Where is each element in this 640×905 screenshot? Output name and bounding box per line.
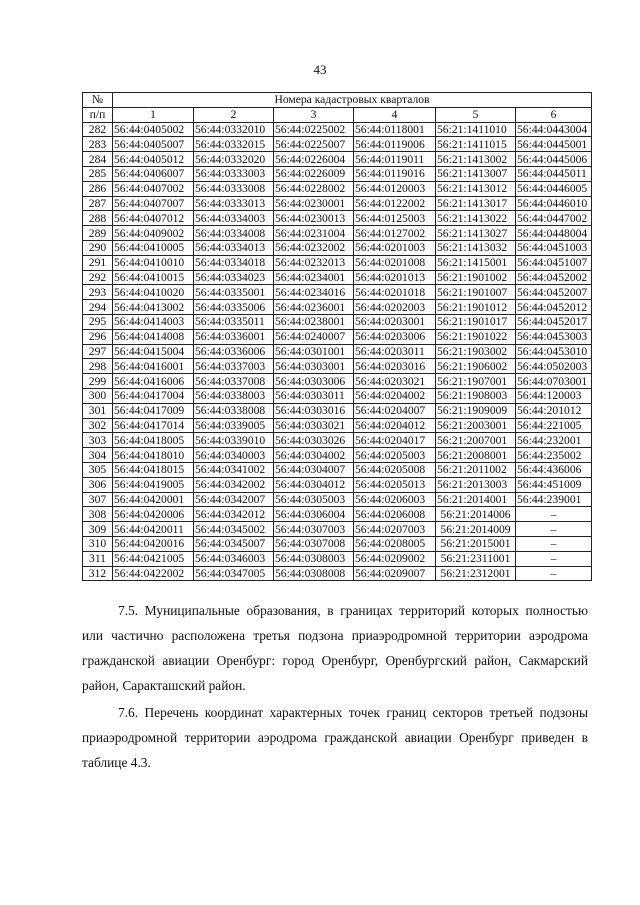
cadastral-code-cell: 56:44:0414003 [113, 314, 194, 329]
cadastral-code-cell: 56:44:0206003 [354, 492, 436, 507]
cadastral-code-cell: 56:44:0453003 [516, 329, 592, 344]
cadastral-code-cell: 56:21:1413012 [436, 181, 516, 196]
cadastral-code-cell: 56:44:0236001 [274, 300, 354, 315]
cadastral-code-cell: 56:44:0410015 [113, 270, 194, 285]
cadastral-code-cell: 56:44:0307003 [274, 522, 354, 537]
cadastral-code-cell: 56:44:0415004 [113, 344, 194, 359]
cadastral-code-cell: – [516, 536, 592, 551]
cadastral-code-cell: 56:21:1901017 [436, 314, 516, 329]
cadastral-code-cell: 56:44:0418015 [113, 462, 194, 477]
cadastral-code-cell: 56:44:0418010 [113, 448, 194, 463]
cadastral-code-cell: 56:44:0120003 [354, 181, 436, 196]
cadastral-code-cell: 56:44:0422002 [113, 566, 194, 581]
cadastral-code-cell: 56:44:0335011 [194, 314, 274, 329]
cadastral-code-cell: 56:21:1411010 [436, 122, 516, 137]
row-number: 292 [83, 270, 113, 285]
cadastral-code-cell: 56:44:0452002 [516, 270, 592, 285]
cadastral-code-cell: 56:21:2014006 [436, 507, 516, 522]
cadastral-code-cell: – [516, 522, 592, 537]
table-row [83, 211, 592, 226]
cadastral-code-cell: 56:44:0205008 [354, 462, 436, 477]
paragraph-7-5 [82, 598, 588, 698]
row-number: 298 [83, 359, 113, 374]
cadastral-code-cell: 56:44:0339010 [194, 433, 274, 448]
cadastral-code-cell: 56:44:0304002 [274, 448, 354, 463]
table-row [83, 314, 592, 329]
cadastral-code-cell: 56:44:0452017 [516, 314, 592, 329]
cadastral-code-cell: 56:44:0225007 [274, 137, 354, 152]
row-number: 299 [83, 374, 113, 389]
row-number: 305 [83, 462, 113, 477]
cadastral-code-cell: 56:44:0332015 [194, 137, 274, 152]
cadastral-code-cell: 56:21:1413002 [436, 152, 516, 167]
cadastral-code-cell: 56:21:1413017 [436, 196, 516, 211]
cadastral-code-cell: 56:21:2013003 [436, 477, 516, 492]
table-row [83, 374, 592, 389]
cadastral-code-cell: 56:44:235002 [516, 448, 592, 463]
paragraph-7-6 [82, 700, 588, 775]
cadastral-code-cell: 56:44:0416006 [113, 374, 194, 389]
cadastral-code-cell: 56:44:0334018 [194, 255, 274, 270]
cadastral-code-cell: 56:21:2312001 [436, 566, 516, 581]
cadastral-code-cell: 56:44:0334013 [194, 240, 274, 255]
cadastral-code-cell: 56:44:0413002 [113, 300, 194, 315]
table-row [83, 359, 592, 374]
cadastral-code-cell: 56:44:0406007 [113, 166, 194, 181]
cadastral-code-cell: 56:44:0339005 [194, 418, 274, 433]
cadastral-code-cell: 56:44:0409002 [113, 226, 194, 241]
cadastral-code-cell: 56:44:0341002 [194, 462, 274, 477]
row-number-header: № [83, 93, 113, 108]
cadastral-code-cell: 56:44:0405002 [113, 122, 194, 137]
cadastral-code-cell: 56:21:1413022 [436, 211, 516, 226]
row-number: 288 [83, 211, 113, 226]
table-row [83, 448, 592, 463]
cadastral-code-cell: 56:44:0204007 [354, 403, 436, 418]
cadastral-code-cell: 56:44:0303016 [274, 403, 354, 418]
table-row [83, 166, 592, 181]
cadastral-code-cell: 56:44:0202003 [354, 300, 436, 315]
cadastral-code-cell: 56:44:0334008 [194, 226, 274, 241]
cadastral-code-cell: 56:44:0119011 [354, 152, 436, 167]
table-row [83, 196, 592, 211]
table-row [83, 181, 592, 196]
cadastral-code-cell: 56:44:0420016 [113, 536, 194, 551]
cadastral-code-cell: 56:44:0448004 [516, 226, 592, 241]
row-number-subheader: п/п [83, 107, 113, 122]
cadastral-code-cell: 56:44:0336001 [194, 329, 274, 344]
cadastral-code-cell: 56:44:0502003 [516, 359, 592, 374]
cadastral-code-cell: 56:44:0410010 [113, 255, 194, 270]
row-number: 283 [83, 137, 113, 152]
cadastral-code-cell: 56:44:0209002 [354, 551, 436, 566]
row-number: 285 [83, 166, 113, 181]
cadastral-code-cell: 56:44:0416001 [113, 359, 194, 374]
cadastral-code-cell: 56:44:0206008 [354, 507, 436, 522]
cadastral-code-cell: 56:44:0225002 [274, 122, 354, 137]
cadastral-code-cell: 56:44:0308003 [274, 551, 354, 566]
table-row [83, 403, 592, 418]
cadastral-code-cell: 56:44:0303026 [274, 433, 354, 448]
cadastral-code-cell: 56:44:0420006 [113, 507, 194, 522]
cadastral-code-cell: 56:44:0234001 [274, 270, 354, 285]
cadastral-code-cell: 56:44:0306004 [274, 507, 354, 522]
cadastral-code-cell: 56:21:1907001 [436, 374, 516, 389]
table-row [83, 566, 592, 581]
cadastral-code-cell: 56:44:0230001 [274, 196, 354, 211]
cadastral-code-cell: 56:21:2311001 [436, 551, 516, 566]
cadastral-code-cell: 56:44:0301001 [274, 344, 354, 359]
cadastral-code-cell: 56:21:2015001 [436, 536, 516, 551]
row-number: 287 [83, 196, 113, 211]
table-row [83, 462, 592, 477]
table-row [83, 536, 592, 551]
cadastral-code-cell: 56:44:0417009 [113, 403, 194, 418]
cadastral-code-cell: 56:44:0240007 [274, 329, 354, 344]
cadastral-code-cell: 56:21:1901002 [436, 270, 516, 285]
row-number: 282 [83, 122, 113, 137]
table-row [83, 226, 592, 241]
cadastral-code-cell: 56:44:0405012 [113, 152, 194, 167]
cadastral-code-cell: 56:44:0203016 [354, 359, 436, 374]
cadastral-code-cell: 56:44:0451007 [516, 255, 592, 270]
cadastral-code-cell: 56:44:0205013 [354, 477, 436, 492]
cadastral-code-cell: 56:44:0203006 [354, 329, 436, 344]
cadastral-code-cell: 56:44:0119016 [354, 166, 436, 181]
table-row [83, 300, 592, 315]
cadastral-code-cell: 56:44:0334003 [194, 211, 274, 226]
cadastral-code-cell: 56:21:1906002 [436, 359, 516, 374]
paragraph-7-6-text: 7.6. Перечень координат характерных точек границ секторов третьей подзоны приаэродромной территории аэродрома гражданской авиации Оренбург приведен в таблице 4.3. [82, 705, 588, 770]
cadastral-code-cell: 56:44:0127002 [354, 226, 436, 241]
cadastral-code-cell: 56:44:0453010 [516, 344, 592, 359]
table-row [83, 433, 592, 448]
cadastral-code-cell: 56:44:0118001 [354, 122, 436, 137]
cadastral-code-cell: 56:44:0125003 [354, 211, 436, 226]
cadastral-code-cell: 56:21:1415001 [436, 255, 516, 270]
cadastral-code-cell: 56:44:0201003 [354, 240, 436, 255]
cadastral-code-cell: 56:44:0340003 [194, 448, 274, 463]
cadastral-quarters-table [82, 92, 592, 581]
row-number: 310 [83, 536, 113, 551]
cadastral-code-cell: 56:44:0203021 [354, 374, 436, 389]
table-row [83, 122, 592, 137]
cadastral-code-cell: 56:44:451009 [516, 477, 592, 492]
cadastral-code-cell: 56:44:0445011 [516, 166, 592, 181]
column-header-4: 4 [354, 107, 436, 122]
cadastral-code-cell: 56:44:0303006 [274, 374, 354, 389]
table-row [83, 329, 592, 344]
cadastral-code-cell: 56:44:0342007 [194, 492, 274, 507]
column-header-2: 2 [194, 107, 274, 122]
cadastral-code-cell: 56:21:1413027 [436, 226, 516, 241]
cadastral-code-cell: 56:44:0201008 [354, 255, 436, 270]
row-number: 293 [83, 285, 113, 300]
cadastral-code-cell: 56:21:2007001 [436, 433, 516, 448]
cadastral-code-cell: 56:21:1413032 [436, 240, 516, 255]
cadastral-code-cell: 56:21:2003001 [436, 418, 516, 433]
row-number: 306 [83, 477, 113, 492]
group-header: Номера кадастровых кварталов [113, 93, 592, 108]
cadastral-code-cell: 56:44:120003 [516, 388, 592, 403]
cadastral-code-cell: 56:44:0417004 [113, 388, 194, 403]
cadastral-code-cell: 56:44:0208005 [354, 536, 436, 551]
page-number: 43 [313, 62, 327, 77]
cadastral-code-cell: 56:44:0703001 [516, 374, 592, 389]
cadastral-code-cell: 56:44:0303021 [274, 418, 354, 433]
cadastral-code-cell: 56:44:0410020 [113, 285, 194, 300]
cadastral-code-cell: 56:21:1908003 [436, 388, 516, 403]
table-row [83, 152, 592, 167]
cadastral-code-cell: 56:44:0226009 [274, 166, 354, 181]
cadastral-code-cell: 56:44:0452012 [516, 300, 592, 315]
cadastral-code-cell: 56:44:0443004 [516, 122, 592, 137]
table-row [83, 137, 592, 152]
cadastral-code-cell: 56:44:0228002 [274, 181, 354, 196]
cadastral-code-cell: 56:44:0338003 [194, 388, 274, 403]
cadastral-code-cell: 56:21:1909009 [436, 403, 516, 418]
cadastral-code-cell: 56:44:0203011 [354, 344, 436, 359]
column-header-1: 1 [113, 107, 194, 122]
table-row [83, 477, 592, 492]
row-number: 284 [83, 152, 113, 167]
cadastral-code-cell: 56:44:0203001 [354, 314, 436, 329]
table-row [83, 240, 592, 255]
cadastral-code-cell: 56:44:0421005 [113, 551, 194, 566]
row-number: 312 [83, 566, 113, 581]
row-number: 286 [83, 181, 113, 196]
cadastral-code-cell: 56:44:0238001 [274, 314, 354, 329]
table-row [83, 270, 592, 285]
cadastral-code-cell: 56:44:0204012 [354, 418, 436, 433]
table-row [83, 522, 592, 537]
cadastral-code-cell: 56:21:2014009 [436, 522, 516, 537]
cadastral-code-cell: 56:44:0304007 [274, 462, 354, 477]
cadastral-code-cell: 56:44:0445001 [516, 137, 592, 152]
cadastral-code-cell: 56:44:0201018 [354, 285, 436, 300]
cadastral-code-cell: 56:44:0119006 [354, 137, 436, 152]
row-number: 302 [83, 418, 113, 433]
cadastral-code-cell: 56:44:0205003 [354, 448, 436, 463]
cadastral-code-cell: 56:44:0333013 [194, 196, 274, 211]
cadastral-code-cell: 56:44:0410005 [113, 240, 194, 255]
cadastral-code-cell: 56:44:0332010 [194, 122, 274, 137]
cadastral-code-cell: 56:44:0342012 [194, 507, 274, 522]
cadastral-code-cell: 56:44:201012 [516, 403, 592, 418]
cadastral-code-cell: 56:44:0414008 [113, 329, 194, 344]
cadastral-code-cell: – [516, 566, 592, 581]
cadastral-code-cell: 56:44:0417014 [113, 418, 194, 433]
table-row [83, 388, 592, 403]
cadastral-code-cell: 56:44:0445006 [516, 152, 592, 167]
cadastral-code-cell: 56:44:0226004 [274, 152, 354, 167]
cadastral-code-cell: 56:44:0122002 [354, 196, 436, 211]
cadastral-code-cell: 56:44:0305003 [274, 492, 354, 507]
cadastral-code-cell: – [516, 507, 592, 522]
cadastral-code-cell: 56:21:1901007 [436, 285, 516, 300]
table-row [83, 344, 592, 359]
cadastral-code-cell: 56:44:0405007 [113, 137, 194, 152]
cadastral-code-cell: 56:44:0336006 [194, 344, 274, 359]
cadastral-code-cell: 56:44:0234016 [274, 285, 354, 300]
cadastral-code-cell: 56:44:0335001 [194, 285, 274, 300]
cadastral-code-cell: 56:44:0338008 [194, 403, 274, 418]
cadastral-code-cell: 56:44:0307008 [274, 536, 354, 551]
row-number: 300 [83, 388, 113, 403]
row-number: 296 [83, 329, 113, 344]
cadastral-code-cell: 56:44:0231004 [274, 226, 354, 241]
cadastral-code-cell: 56:44:0420011 [113, 522, 194, 537]
table-row [83, 418, 592, 433]
cadastral-code-cell: 56:44:0232002 [274, 240, 354, 255]
cadastral-code-cell: 56:21:2011002 [436, 462, 516, 477]
cadastral-code-cell: 56:21:1413007 [436, 166, 516, 181]
cadastral-code-cell: 56:21:1903002 [436, 344, 516, 359]
cadastral-code-cell: 56:44:0209007 [354, 566, 436, 581]
cadastral-code-cell: 56:44:0345002 [194, 522, 274, 537]
row-number: 307 [83, 492, 113, 507]
cadastral-code-cell: 56:44:0204017 [354, 433, 436, 448]
table-row [83, 507, 592, 522]
cadastral-code-cell: 56:44:0345007 [194, 536, 274, 551]
cadastral-code-cell: 56:44:436006 [516, 462, 592, 477]
cadastral-code-cell: 56:44:0303011 [274, 388, 354, 403]
cadastral-code-cell: 56:44:0446005 [516, 181, 592, 196]
row-number: 309 [83, 522, 113, 537]
cadastral-code-cell: 56:44:221005 [516, 418, 592, 433]
table-row [83, 492, 592, 507]
column-header-3: 3 [274, 107, 354, 122]
cadastral-code-cell: 56:44:0335006 [194, 300, 274, 315]
cadastral-code-cell: 56:44:0333008 [194, 181, 274, 196]
cadastral-code-cell: 56:44:0207003 [354, 522, 436, 537]
cadastral-code-cell: 56:44:0204002 [354, 388, 436, 403]
cadastral-code-cell: 56:44:0418005 [113, 433, 194, 448]
cadastral-code-cell: 56:21:2008001 [436, 448, 516, 463]
row-number: 304 [83, 448, 113, 463]
table-row [83, 551, 592, 566]
cadastral-code-cell: 56:44:0303001 [274, 359, 354, 374]
cadastral-code-cell: 56:44:232001 [516, 433, 592, 448]
cadastral-code-cell: 56:21:1411015 [436, 137, 516, 152]
cadastral-code-cell: 56:44:0337003 [194, 359, 274, 374]
cadastral-code-cell: 56:44:0419005 [113, 477, 194, 492]
cadastral-code-cell: 56:44:0407012 [113, 211, 194, 226]
row-number: 289 [83, 226, 113, 241]
cadastral-code-cell: 56:44:0304012 [274, 477, 354, 492]
row-number: 301 [83, 403, 113, 418]
row-number: 308 [83, 507, 113, 522]
cadastral-code-cell: 56:44:0347005 [194, 566, 274, 581]
column-header-6: 6 [516, 107, 592, 122]
row-number: 303 [83, 433, 113, 448]
row-number: 294 [83, 300, 113, 315]
row-number: 297 [83, 344, 113, 359]
cadastral-code-cell: 56:44:0333003 [194, 166, 274, 181]
cadastral-code-cell: 56:44:0308008 [274, 566, 354, 581]
column-header-5: 5 [436, 107, 516, 122]
table-row [83, 285, 592, 300]
cadastral-code-cell: 56:44:0332020 [194, 152, 274, 167]
row-number: 291 [83, 255, 113, 270]
cadastral-code-cell: 56:44:0452007 [516, 285, 592, 300]
cadastral-code-cell: – [516, 551, 592, 566]
cadastral-code-cell: 56:21:1901022 [436, 329, 516, 344]
row-number: 311 [83, 551, 113, 566]
table-row [83, 255, 592, 270]
cadastral-code-cell: 56:44:0337008 [194, 374, 274, 389]
row-number: 290 [83, 240, 113, 255]
cadastral-code-cell: 56:44:0230013 [274, 211, 354, 226]
cadastral-code-cell: 56:44:0407002 [113, 181, 194, 196]
row-number: 295 [83, 314, 113, 329]
cadastral-code-cell: 56:44:0407007 [113, 196, 194, 211]
cadastral-code-cell: 56:21:1901012 [436, 300, 516, 315]
cadastral-code-cell: 56:44:0446010 [516, 196, 592, 211]
cadastral-code-cell: 56:44:0334023 [194, 270, 274, 285]
paragraph-7-5-text: 7.5. Муниципальные образования, в границах территорий которых полностью или частично расположена третья подзона приаэродромной территории аэродрома гражданской авиации Оренбург: город Оренбург, Оренбургский район, Сакмарский район, Саракташский район. [82, 603, 588, 693]
cadastral-code-cell: 56:44:0447002 [516, 211, 592, 226]
cadastral-code-cell: 56:44:239001 [516, 492, 592, 507]
cadastral-code-cell: 56:44:0342002 [194, 477, 274, 492]
cadastral-code-cell: 56:44:0201013 [354, 270, 436, 285]
cadastral-code-cell: 56:44:0346003 [194, 551, 274, 566]
cadastral-code-cell: 56:21:2014001 [436, 492, 516, 507]
cadastral-code-cell: 56:44:0232013 [274, 255, 354, 270]
cadastral-code-cell: 56:44:0451003 [516, 240, 592, 255]
cadastral-code-cell: 56:44:0420001 [113, 492, 194, 507]
